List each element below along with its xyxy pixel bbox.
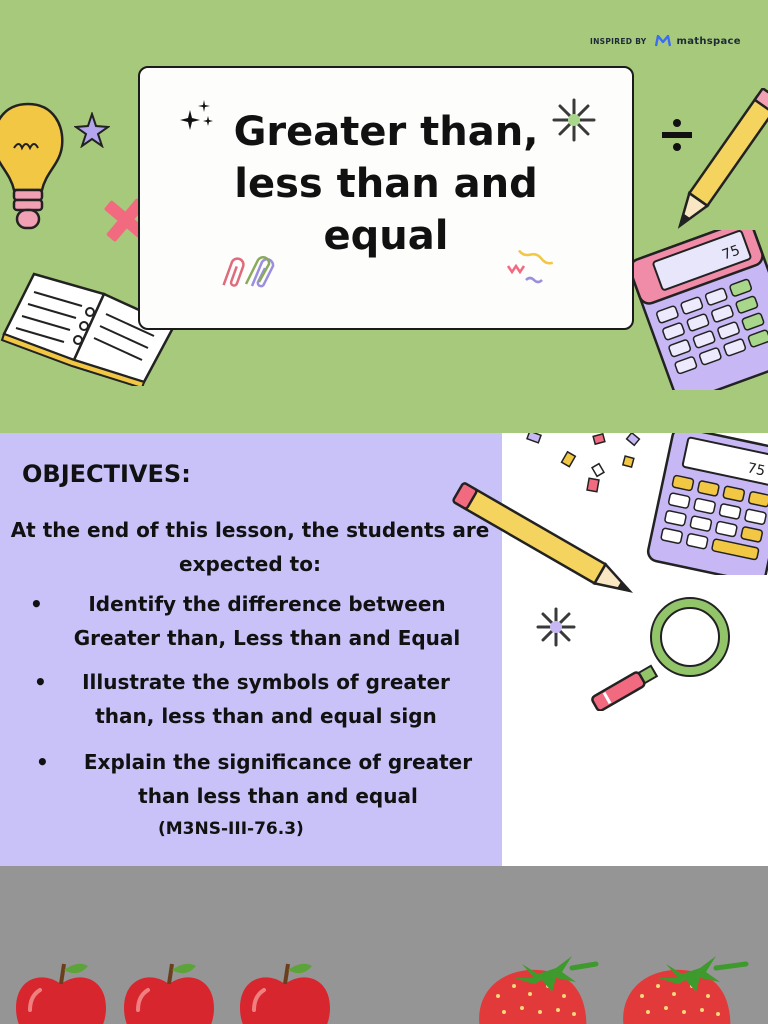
objectives-intro: At the end of this lesson, the students are expected to: [10, 518, 490, 576]
calc-display-text: 75 [745, 460, 767, 480]
bullet: • [30, 592, 43, 616]
apple-icon [120, 962, 218, 1024]
calculator-icon [640, 433, 768, 575]
curriculum-code: (M3NS-III-76.3) [158, 819, 304, 839]
slide-title: Greater than, less than and equal [233, 109, 539, 259]
apple-icon [12, 962, 110, 1024]
star-icon [74, 112, 110, 148]
objective-text: Identify the difference between Greater than, Less than and Equal [73, 592, 461, 650]
badge-prefix: INSPIRED BY [590, 36, 647, 46]
objective-item [34, 665, 464, 733]
objectives-panel [0, 433, 500, 866]
counting-slide [0, 866, 768, 1024]
title-card [138, 66, 634, 330]
inspired-by-badge [590, 35, 741, 47]
asterisk-icon [536, 607, 576, 647]
calculator-icon [628, 230, 768, 390]
squiggle-icon [504, 244, 556, 288]
magnifier-icon [580, 597, 740, 711]
objectives-slide [0, 433, 768, 866]
strawberry-icon [468, 956, 608, 1024]
pencil-icon [452, 473, 652, 603]
objective-item [36, 745, 486, 813]
objectives-heading: OBJECTIVES: [22, 460, 191, 488]
calc-display-text: 75 [719, 242, 743, 264]
strawberry-icon [612, 956, 768, 1024]
objective-item [30, 587, 470, 655]
pencil-icon [664, 88, 768, 252]
title-slide [0, 0, 768, 433]
paperclip-icon [218, 248, 280, 292]
badge-brand: mathspace [676, 35, 741, 47]
apple-icon [236, 962, 334, 1024]
bullet: • [36, 750, 49, 774]
bullet: • [34, 670, 47, 694]
mathspace-logo-icon [655, 35, 671, 47]
objective-text: Explain the significance of greater than less than and equal [83, 750, 473, 808]
objective-text: Illustrate the symbols of greater than, less than and equal sign [82, 670, 450, 728]
lightbulb-icon [0, 98, 64, 238]
